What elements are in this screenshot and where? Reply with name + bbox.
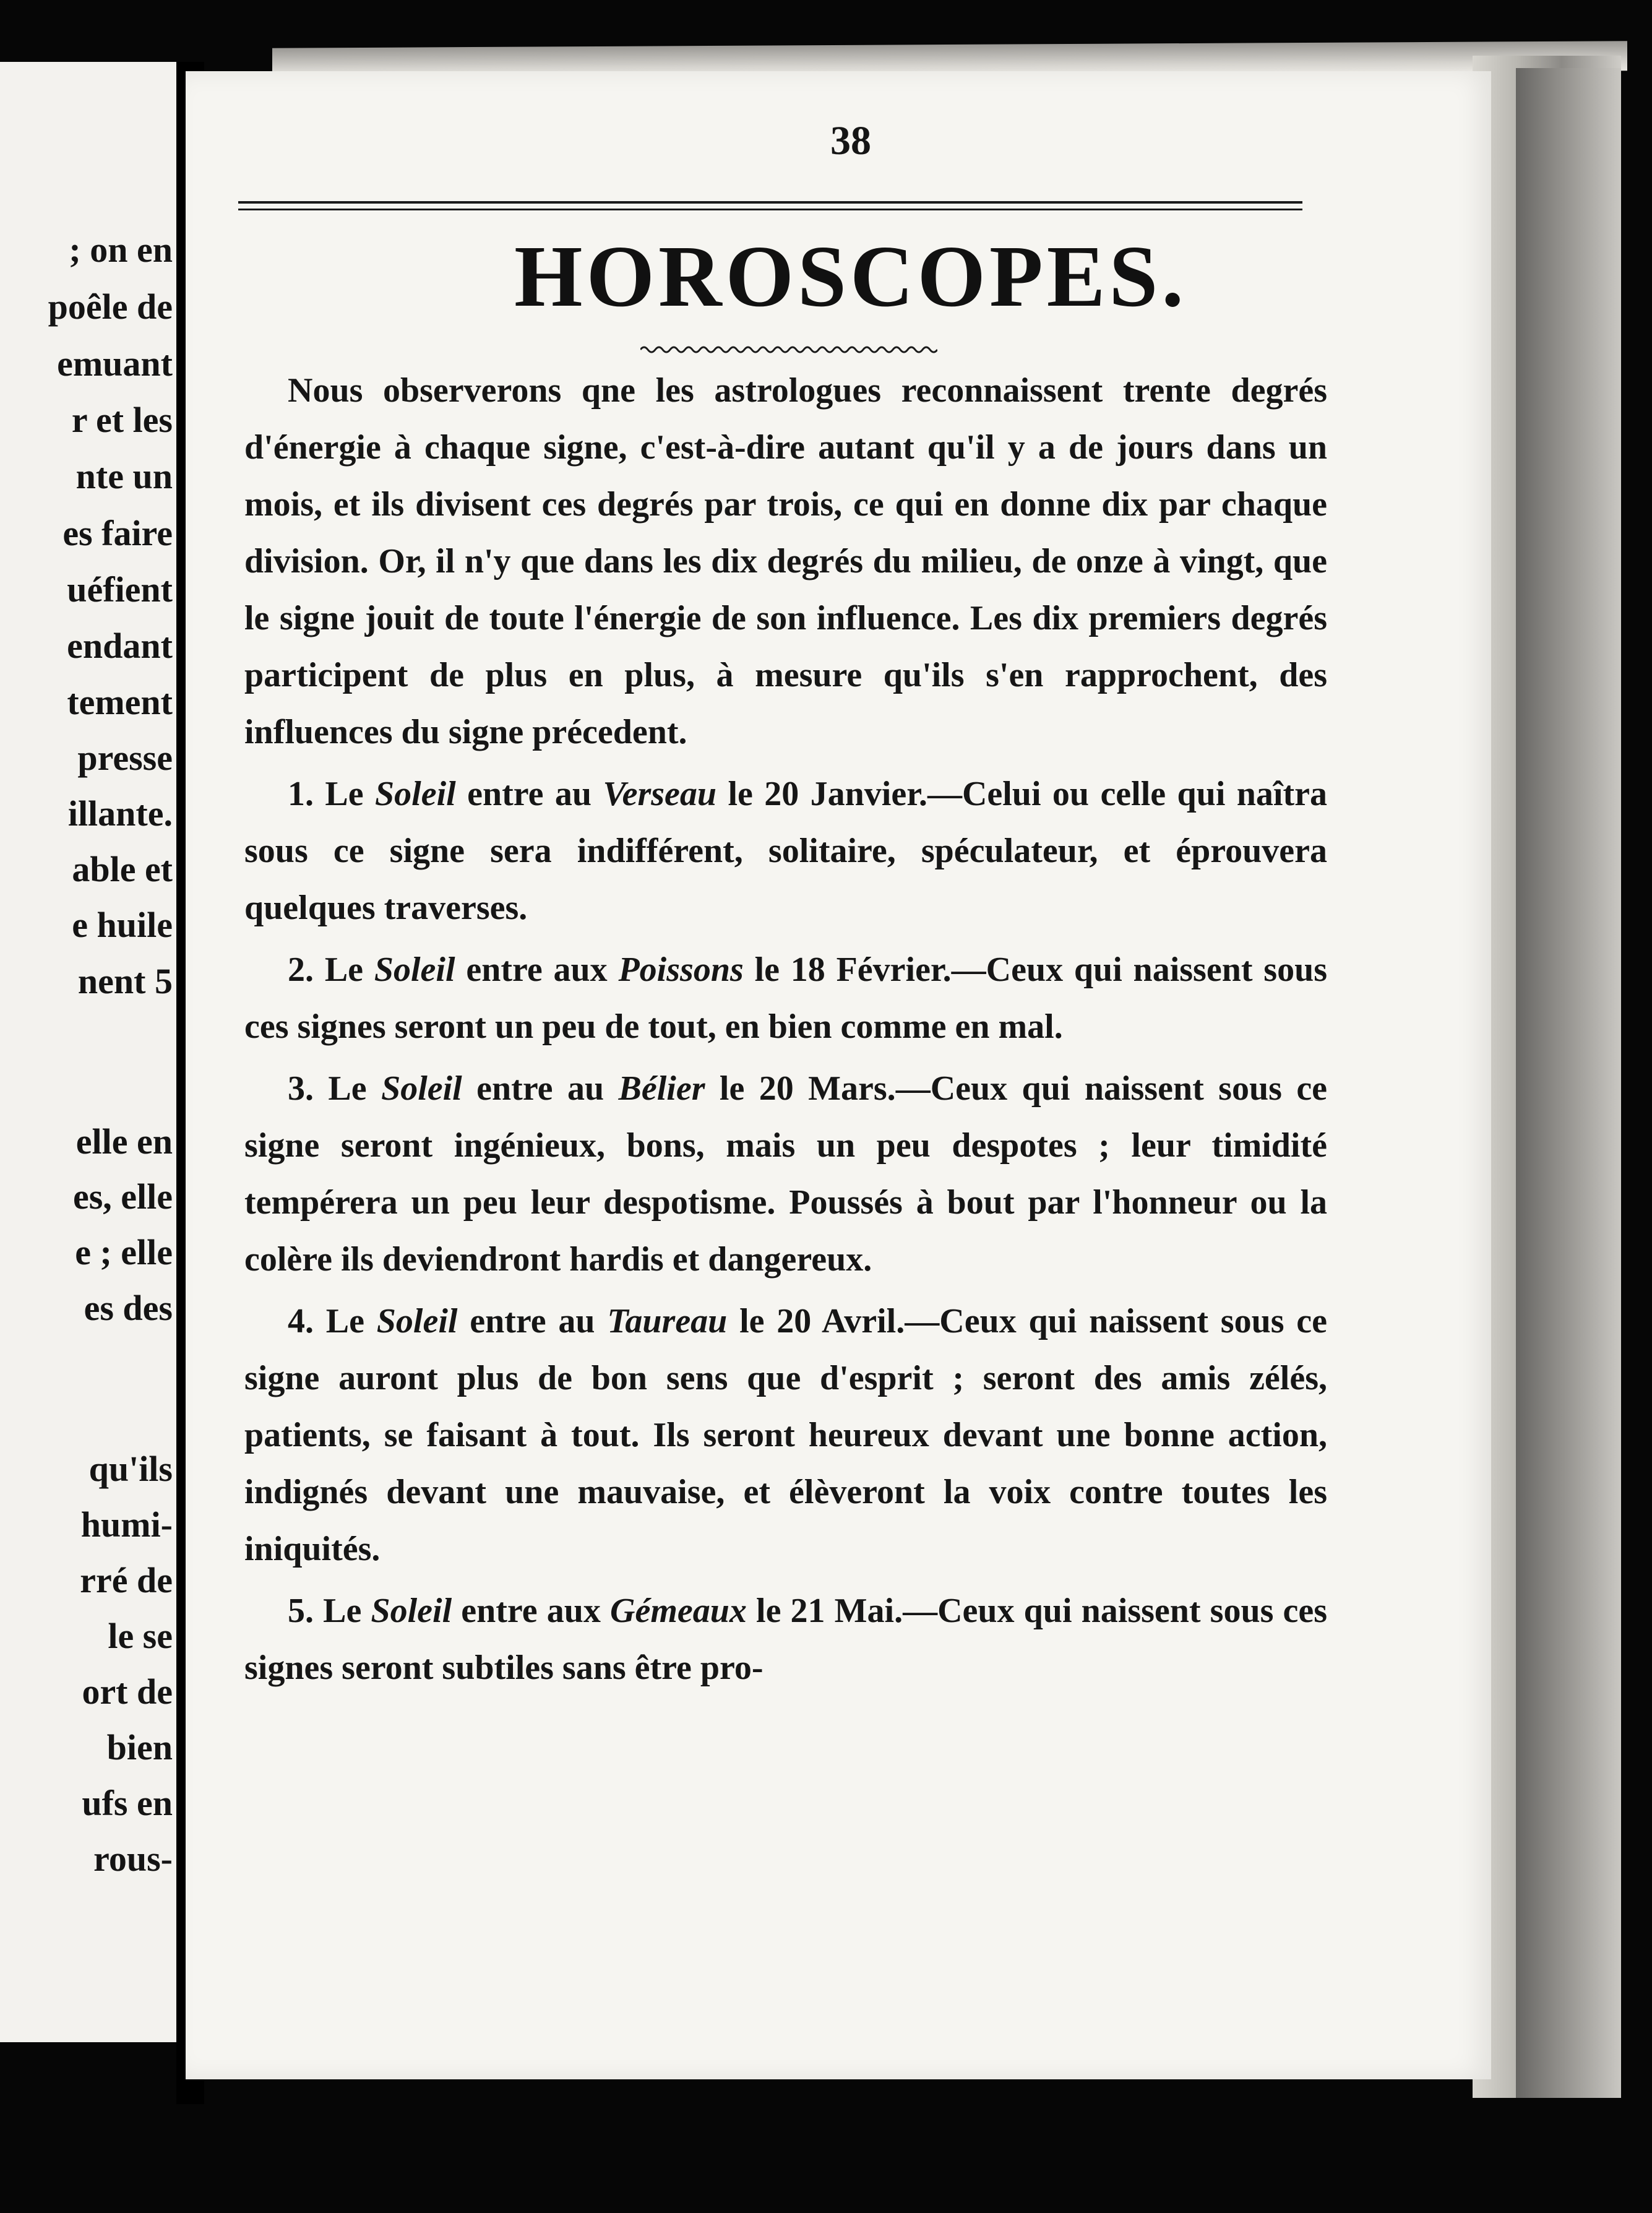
entry-number: 1. xyxy=(288,775,314,813)
entry-enters: entre au xyxy=(476,1069,604,1108)
left-page-fragment: es des xyxy=(84,1288,173,1328)
entry-date: le 18 Février. xyxy=(754,951,952,989)
left-page-fragment: ort de xyxy=(82,1672,173,1712)
horoscope-entry xyxy=(244,766,1327,936)
left-page-fragment: ufs en xyxy=(82,1783,173,1823)
back-page-shadow xyxy=(1516,68,1621,2098)
left-page-fragment: nent 5 xyxy=(77,961,173,1001)
entry-text: —Celui ou celle qui naîtra sous ce signe sera indifférent, solitaire, spéculateur, et éprouvera quelques traverses. xyxy=(244,775,1327,927)
left-page-fragment: bien xyxy=(106,1727,173,1767)
entry-sun: Soleil xyxy=(375,775,456,813)
entry-le: Le xyxy=(323,1592,362,1630)
left-page-fragment: ; on en xyxy=(69,230,173,270)
horoscope-entry xyxy=(244,1293,1327,1577)
entry-sun: Soleil xyxy=(371,1592,452,1630)
entry-enters: entre aux xyxy=(466,951,608,989)
entry-enters: entre au xyxy=(470,1302,595,1340)
header-double-rule xyxy=(238,201,1302,210)
left-page-fragment: endant xyxy=(67,626,173,666)
entry-text: —Ceux qui naissent sous ce signe auront plus de bon sens que d'esprit ; seront des amis zélés, patients, se faisant à tout. Ils seront heureux devant une bonne action, indignés devant une mauvaise, et élèveront la voix contre toutes les iniquités. xyxy=(244,1302,1328,1568)
wavy-ornament xyxy=(640,343,937,356)
entry-sun: Soleil xyxy=(374,951,455,989)
book-page xyxy=(186,71,1491,2079)
entry-date: le 21 Mai. xyxy=(756,1592,903,1630)
entry-sign: Gémeaux xyxy=(610,1592,747,1630)
entry-le: Le xyxy=(328,1069,367,1108)
horoscope-entry xyxy=(244,941,1327,1055)
entry-le: Le xyxy=(324,951,364,989)
horoscope-entry xyxy=(244,1582,1327,1696)
left-page-fragment: nte un xyxy=(75,456,173,496)
left-page-fragment: poêle de xyxy=(48,287,173,327)
entry-le: Le xyxy=(325,1302,364,1340)
entry-text: —Ceux qui naissent sous ce signe seront ingénieux, bons, mais un peu despotes ; leur timidité tempérera un peu leur despotisme. Poussés à bout par l'honneur ou la colère ils deviendront hardis et dangereux. xyxy=(244,1069,1328,1279)
entry-date: le 20 Janvier. xyxy=(728,775,927,813)
left-page-fragment: rré de xyxy=(80,1560,173,1600)
entry-number: 4. xyxy=(288,1302,314,1340)
left-page-fragment: r et les xyxy=(71,400,173,440)
entry-text: —Ceux qui naissent sous ces signes seront subtiles sans être pro- xyxy=(244,1592,1328,1687)
left-page-fragment: humi- xyxy=(80,1504,173,1545)
entry-number: 2. xyxy=(288,951,314,989)
entry-sign: Taureau xyxy=(607,1302,728,1340)
entry-date: le 20 Avril. xyxy=(739,1302,905,1340)
left-page-edge xyxy=(0,62,176,2042)
left-page-fragment: e huile xyxy=(72,905,173,945)
left-page-fragment: le se xyxy=(108,1616,173,1656)
entry-number: 5. xyxy=(288,1592,314,1630)
entry-sign: Verseau xyxy=(603,775,717,813)
left-page-fragment: rous- xyxy=(93,1839,173,1879)
horoscope-entry xyxy=(244,1060,1327,1288)
entry-sign: Bélier xyxy=(618,1069,705,1108)
left-page-fragment: presse xyxy=(77,738,173,778)
left-page-fragment: es, elle xyxy=(72,1176,173,1217)
entry-enters: entre aux xyxy=(461,1592,601,1630)
left-page-fragment: es faire xyxy=(62,513,173,553)
entry-date: le 20 Mars. xyxy=(719,1069,896,1108)
entry-enters: entre au xyxy=(467,775,592,813)
left-page-fragment: emuant xyxy=(57,343,173,384)
page-number: 38 xyxy=(830,118,871,163)
left-page-fragment: uéfient xyxy=(67,569,173,610)
entry-sun: Soleil xyxy=(376,1302,458,1340)
left-page-fragment: qu'ils xyxy=(88,1449,173,1489)
entry-sign: Poissons xyxy=(618,951,744,989)
page-heading: HOROSCOPES. xyxy=(514,227,1187,325)
left-page-fragment: e ; elle xyxy=(75,1232,173,1272)
entry-text: —Ceux qui naissent sous ces signes seront un peu de tout, en bien comme en mal. xyxy=(244,951,1328,1046)
left-page-fragment: able et xyxy=(72,849,173,889)
left-page-fragment: elle en xyxy=(75,1121,173,1162)
left-page-fragment: tement xyxy=(67,682,173,722)
page-body xyxy=(244,362,1327,1701)
intro-paragraph: Nous observerons qne les astrologues reconnaissent trente degrés d'énergie à chaque signe, c'est-à-dire autant qu'il y a de jours dans un mois, et ils divisent ces degrés par trois, ce qui en donne dix par chaque division. Or, il n'y que dans les dix degrés du milieu, de onze à vingt, que le signe jouit de toute l'énergie de son influence. Les dix premiers degrés participent de plus en plus, à mesure qu'ils s'en rapprochent, des influences du signe précedent. xyxy=(244,371,1327,751)
entry-le: Le xyxy=(325,775,364,813)
entry-number: 3. xyxy=(288,1069,314,1108)
entry-sun: Soleil xyxy=(381,1069,462,1108)
left-page-fragment: illante. xyxy=(67,793,173,834)
